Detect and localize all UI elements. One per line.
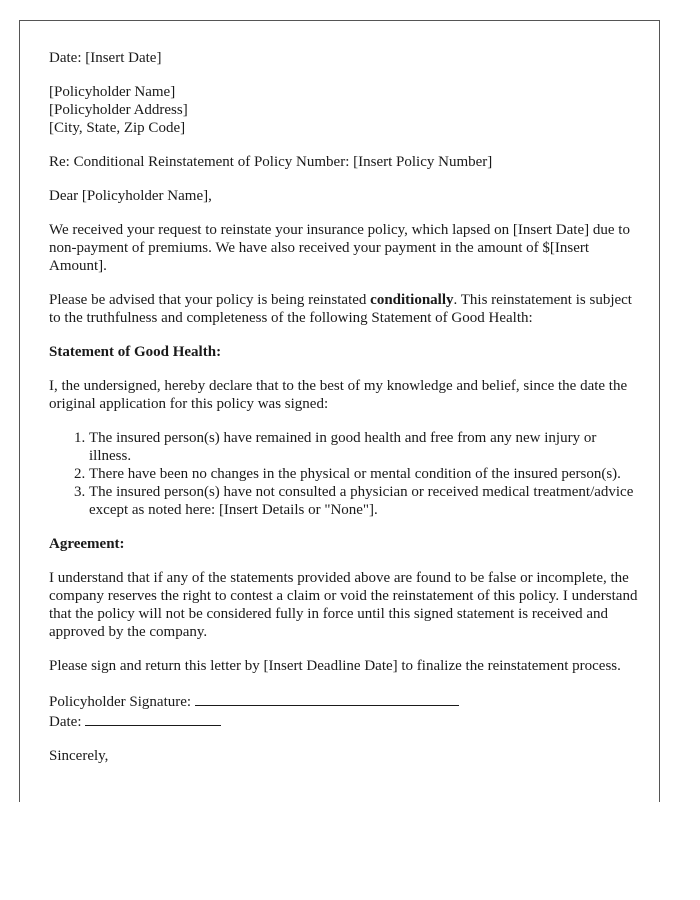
signature-field[interactable]: [195, 691, 459, 706]
letter-page: [19, 20, 660, 802]
statement-heading: Statement of Good Health:: [49, 344, 222, 360]
return-instructions: Please sign and return this letter by [Insert Deadline Date] to finalize the reinstatement process.: [49, 658, 621, 674]
signature-row: [49, 691, 639, 711]
signature-date-field[interactable]: [85, 711, 221, 726]
subject-line: Re: Conditional Reinstatement of Policy Number: [Insert Policy Number]: [49, 154, 493, 170]
signature-block: [49, 691, 639, 731]
signature-label: Policyholder Signature:: [49, 694, 192, 710]
paragraph-request: We received your request to reinstate your insurance policy, which lapsed on [Insert Date] due to non-payment of premiums. We have also received your payment in the amount of $[Insert Amount].: [49, 222, 630, 274]
agreement-text: I understand that if any of the statements provided above are found to be false or incomplete, the company reserves the right to contest a claim or void the reinstatement of this policy. I understand that the policy will not be considered fully in force until this signed statement is received and approved by the company.: [49, 570, 638, 640]
list-item: 3. The insured person(s) have not consulted a physician or received medical treatment/advice except as noted here: [Insert Details or "None"].: [89, 483, 639, 519]
signature-date-label: Date:: [49, 714, 82, 730]
salutation: Dear [Policyholder Name],: [49, 188, 212, 204]
agreement-heading: Agreement:: [49, 536, 125, 552]
conditional-emphasis: conditionally: [370, 292, 454, 308]
recipient-city: [City, State, Zip Code]: [49, 120, 186, 136]
recipient-street: [Policyholder Address]: [49, 102, 188, 118]
recipient-address: [49, 83, 639, 137]
statement-list: [49, 429, 639, 519]
date-line: Date: [Insert Date]: [49, 50, 162, 66]
statement-intro: I, the undersigned, hereby declare that to the best of my knowledge and belief, since the date the original application for this policy was signed:: [49, 378, 628, 412]
closing: Sincerely,: [49, 748, 109, 764]
list-item: 1. The insured person(s) have remained in good health and free from any new injury or illness.: [89, 429, 639, 465]
recipient-name: [Policyholder Name]: [49, 84, 176, 100]
paragraph-conditional-end: . This reinstatement is subject to the truthfulness and completeness of the following Statement of Good Health:: [49, 292, 632, 326]
paragraph-conditional: [49, 291, 639, 327]
signature-date-row: [49, 711, 639, 731]
list-item: 2. There have been no changes in the physical or mental condition of the insured person(s).: [89, 465, 639, 483]
paragraph-conditional-start: Please be advised that your policy is being reinstated: [49, 292, 371, 308]
letter-content: [49, 49, 639, 781]
